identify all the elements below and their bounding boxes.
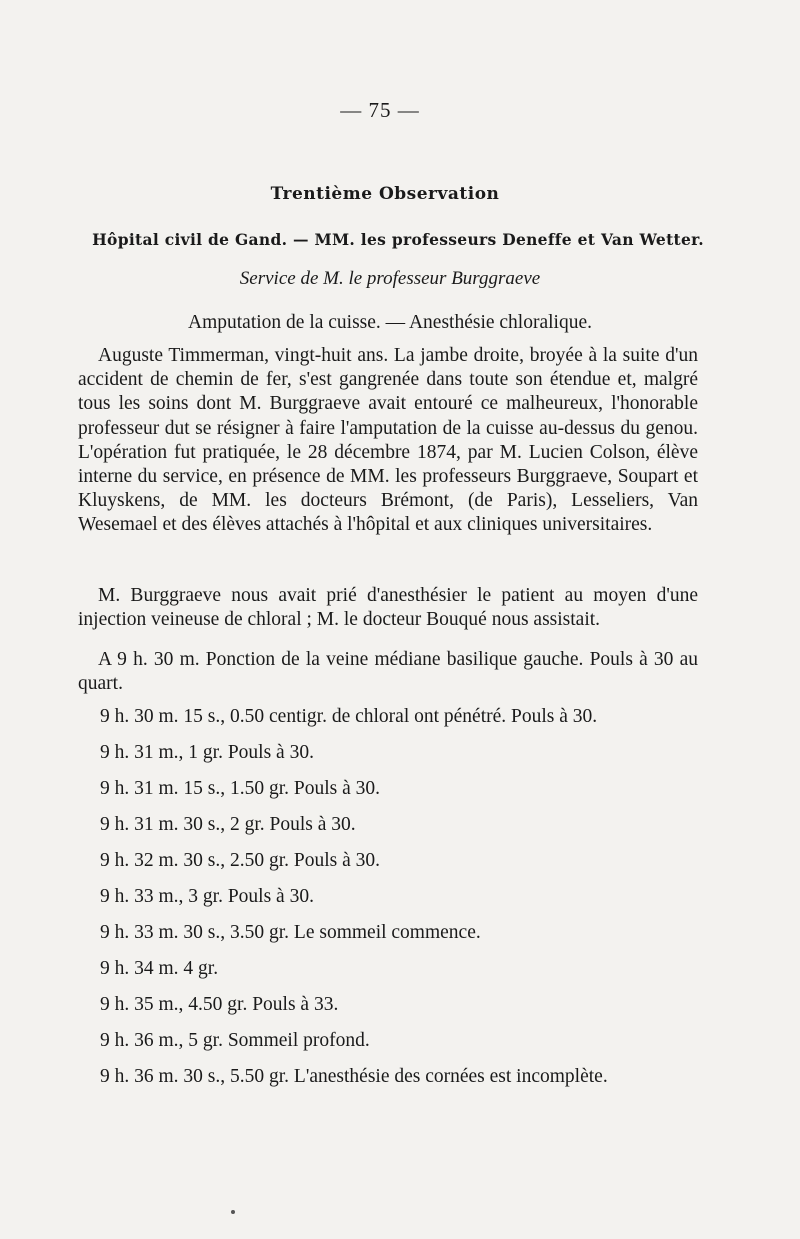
- log-entry: 9 h. 30 m. 15 s., 0.50 centigr. de chloral ont pénétré. Pouls à 30.: [100, 706, 598, 727]
- anesthesia-paragraph: M. Burggraeve nous avait prié d'anesthésier le patient au moyen d'une injection veineuse de chloral ; M. le docteur Bouqué nous assistait.: [78, 585, 698, 631]
- ink-speck: [231, 1210, 235, 1214]
- hospital-line: Hôpital civil de Gand. — MM. les professeurs Deneffe et Van Wetter.: [92, 230, 704, 249]
- log-entry: 9 h. 33 m. 30 s., 3.50 gr. Le sommeil commence.: [100, 922, 481, 943]
- log-entry: 9 h. 36 m., 5 gr. Sommeil profond.: [100, 1030, 370, 1051]
- log-entry: 9 h. 31 m. 30 s., 2 gr. Pouls à 30.: [100, 814, 356, 835]
- log-entry: 9 h. 31 m., 1 gr. Pouls à 30.: [100, 742, 314, 763]
- puncture-paragraph: A 9 h. 30 m. Ponction de la veine médiane basilique gauche. Pouls à 30 au quart.: [78, 649, 698, 695]
- case-paragraph: Auguste Timmerman, vingt-huit ans. La jambe droite, broyée à la suite d'un accident de chemin de fer, s'est gangrenée dans toute son étendue et, malgré tous les soins dont M. Burggraeve avait entouré ce malheureux, l'honorable professeur dut se résigner à faire l'amputation de la cuisse au-dessus du genou. L'opération fut pratiquée, le 28 décembre 1874, par M. Lucien Colson, élève interne du service, en présence de MM. les professeurs Burggraeve, Soupart et Kluyskens, de MM. les docteurs Brémont, (de Paris), Lesseliers, Van Wesemael et des élèves attachés à l'hôpital et aux cliniques universitaires.: [78, 345, 698, 536]
- observation-title: Trentième Observation: [270, 184, 500, 204]
- log-entry: 9 h. 31 m. 15 s., 1.50 gr. Pouls à 30.: [100, 778, 381, 799]
- service-line: Service de M. le professeur Burggraeve: [239, 268, 541, 289]
- log-entry: 9 h. 34 m. 4 gr.: [100, 958, 219, 979]
- page-number: — 75 —: [340, 98, 420, 122]
- log-entry: 9 h. 36 m. 30 s., 5.50 gr. L'anesthésie des cornées est incomplète.: [100, 1066, 608, 1087]
- log-entry: 9 h. 32 m. 30 s., 2.50 gr. Pouls à 30.: [100, 850, 381, 871]
- log-entry: 9 h. 33 m., 3 gr. Pouls à 30.: [100, 886, 314, 907]
- log-entry: 9 h. 35 m., 4.50 gr. Pouls à 33.: [100, 994, 339, 1015]
- procedure-line: Amputation de la cuisse. — Anesthésie chloralique.: [188, 312, 592, 333]
